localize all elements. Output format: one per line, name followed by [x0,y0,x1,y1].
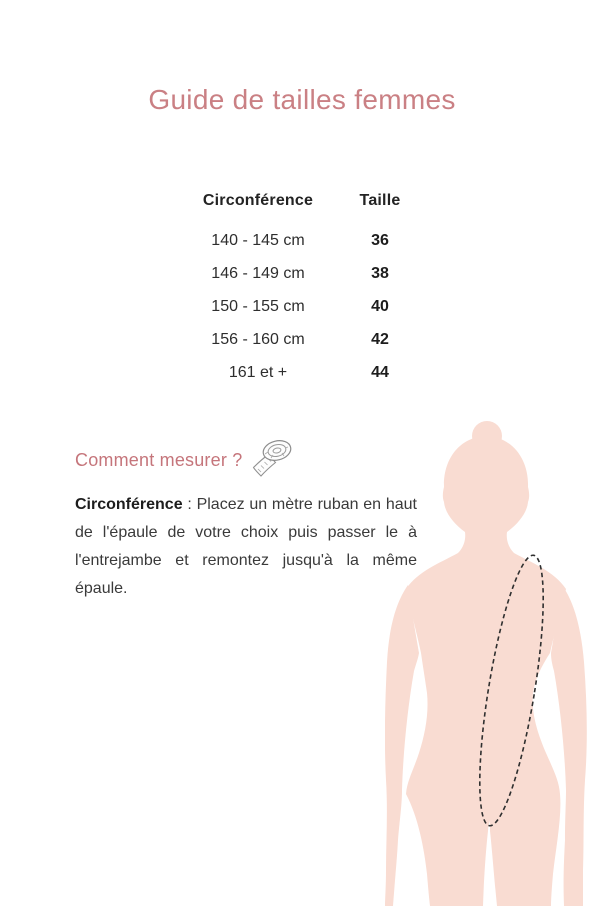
size-cell: 38 [371,264,389,282]
size-cell: 42 [371,330,389,348]
table-row [178,323,422,356]
size-cell: 40 [371,297,389,315]
measuring-tape-icon [251,438,293,478]
table-row [178,356,422,389]
size-table [178,186,422,389]
right-arm [551,585,587,906]
female-silhouette [385,421,604,906]
how-to-measure-heading: Comment mesurer ? [75,450,243,470]
table-row [178,257,422,290]
page-title: Guide de tailles femmes [148,84,456,115]
left-arm [385,585,419,906]
instruction-text: Placez un mètre ruban en haut de l'épaule de votre choix puis passer le à l'entrejambe et remontez jusqu'à la même épaule. [75,496,417,597]
circumference-cell: 150 - 155 cm [211,297,305,315]
size-cell: 44 [371,363,389,381]
circumference-cell: 140 - 145 cm [211,231,305,249]
column-header-size: Taille [359,192,401,209]
body-shape [406,436,566,906]
circumference-cell: 146 - 149 cm [211,264,305,282]
instruction-term: Circonférence [75,496,183,513]
size-table-header [178,186,422,216]
instruction-separator: : [182,496,197,513]
circumference-cell: 156 - 160 cm [211,330,305,348]
table-row [178,290,422,323]
size-cell: 36 [371,231,389,249]
measurement-instructions [75,491,417,603]
table-row [178,224,422,257]
circumference-cell: 161 et + [228,363,288,381]
column-header-circumference: Circonférence [202,192,314,209]
